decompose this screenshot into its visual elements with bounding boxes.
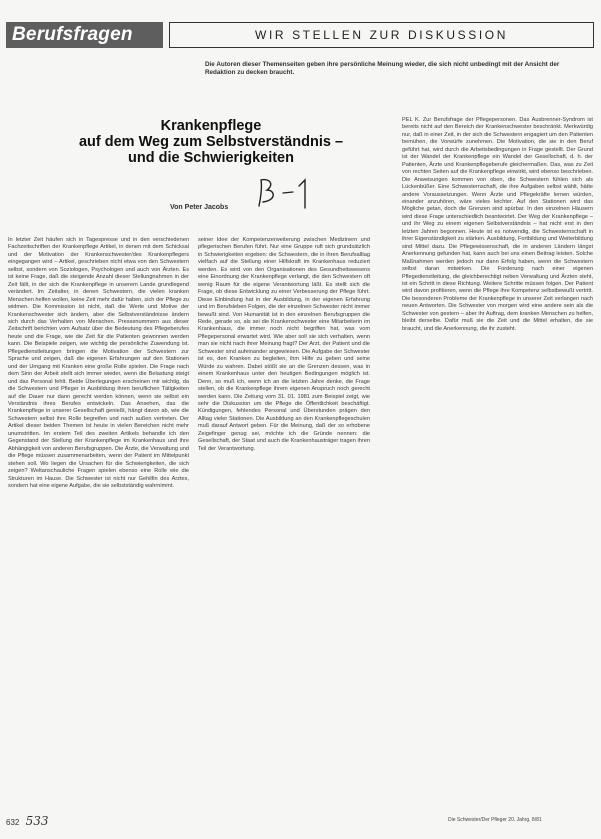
title-line-1: Krankenpflege bbox=[160, 118, 262, 134]
article-column-3 bbox=[402, 117, 593, 813]
column-1-text: In letzter Zeit häufen sich in Tagespresse und in den verschiedenen Fachzeitschriften der Krankenpflege Artikel, in denen mit dem Schicksal und der Motivation der Krankenschwester/des Krankenpflegers eingegangen wird – Artikel, geschrieben nicht etwa von den Schwestern selbst, sondern von Soziologen, Psychologen und auch von Ärzten. Es ist keine Frage, daß die steigende Anzahl dieser Stellungnahmen in der Zeit fällt, in der sich die Krankenpflege in unserem Lande grundlegend verändert. Im Zeitalter, in denen Schwestern, die vielen kranken Menschen helfen wollen, keine Zeit mehr dafür haben, sich der Pflege zu widmen. Die Kommission ist nicht, daß die Werte und Motive der Krankenschwester sich ändern, aber die Selbstverständnisse ändern sich durch das Verhalten von Menschen. Pressenummern aus dieser Zeitschrift berichten vom Aufsatz über die Bedeutung des Pflegeberufes heute und die Frage, wie die Zeit für die Patienten gewonnen werden kann. Die Beispiele zeigen, wie wichtig die persönliche Zuwendung ist. Pflegedienstleitungen bringen die Motivation der Schwestern zur Sprache und zeigen, daß die eigenen Erfahrungen auf den Stationen und der Umgang mit Kranken eine große Rolle spielen. Die Frage nach dem Sinn der Arbeit stellt sich immer wieder, wenn die Belastung steigt und das Personal fehlt. Beide Überlegungen erscheinen mir wichtig, da die Schwestern und Pfleger in Ausbildung ihren beruflichen Tätigkeiten auf die Dauer nur dann gerecht werden können, wenn sie selbst ein Verständnis ihres Berufes entwickeln. Das Ansehen, das die Krankenpflege in unserer Gesellschaft genießt, hängt davon ab, wie die Schwestern selbst ihre Rolle begreifen und nach außen vertreten. Der Artikel dieser beiden Themen ist heute in vielen Bereichen nicht mehr unumstritten. Im erstem Teil des zweiten Artikels behandle ich den Gegenstand der Stellung der Krankenpflege im Krankenhaus und ihre Abhängigkeit von anderen Berufsgruppen. Die Ärzte, die Verwaltung und die Pflege müssen zusammenarbeiten, wenn der Patient im Mittelpunkt stehen soll. Wo liegen die Ursachen für die Schwierigkeiten, die sich zeigen? Weltanschauliche Fragen spielen ebenso eine Rolle wie die Strukturen im Hause. Die Schwester ist nicht nur Gehilfin des Arztes, sondern hat eine eigene Aufgabe, die sie selbstständig wahrnimmt. bbox=[8, 237, 189, 489]
article-column-2 bbox=[198, 237, 370, 813]
article-author: Von Peter Jacobs bbox=[170, 204, 229, 211]
column-2-text: seiner Idee der Kompetenzerweiterung zwischen Medizinern und pflegerischen Berufen führt. Nur eine Gruppe ruft sich grundsätzlich in Schwierigkeiten ergeben: die Schwestern, die in ihren Berufsalltag vielfach auf die Stellung einer Hilfskraft im Krankenhaus reduziert werden. Es wird von den Organisationen des Gesundheitswesens eine Einordnung der Krankenpflege verlangt, die den Schwestern oft wenig Raum für die eigene Verantwortung läßt. Es stellt sich die Frage, ob diese Entwicklung zu einer Verbesserung der Pflege führt. Diese Einbindung hat in der Ausbildung, in der eigenen Erfahrung und im Berufsleben Folgen, die der einzelnen Schwester nicht immer bewußt sind. Von Humanität ist in den einzelnen Berufsgruppen die Rede, gerade so, als sei die Krankenschwester eine Mitarbeiterin im Krankenhaus, die immer noch nicht begriffen hat, was vom Pflegepersonal erwartet wird. Wie aber soll sie sich verhalten, wenn man sie nicht nach ihrer Meinung fragt? Der Arzt, der Patient und die Schwester sind aufeinander angewiesen. Die Aufgabe der Schwester ist es, den Kranken zu begleiten, ihm Hilfe zu geben und seine Würde zu wahren. Dabei stößt sie an die Grenzen dessen, was in einem Krankenhaus unter den heutigen Bedingungen möglich ist. Denn, so muß ich, wenn ich an die letzten Jahre denke, die Frage stellen, ob die Krankenpflege ihrem eigenen Anspruch noch gerecht werden kann. Die Zeitung vom 31. 01. 1981 zum Beispiel zeigt, wie sehr die Diskussion um die Pflege die Öffentlichkeit beschäftigt. Kündigungen, fehlendes Personal und Überstunden prägen den Alltag vieler Stationen. Die Ausbildung an den Krankenpflegeschulen muß darauf Antwort geben. Für die Meinung, daß der so erhobene Zeigefinger genug sei, möchte ich die Gründe nennen: die Gesellschaft, der Staat und auch die Krankenhausträger tragen ihren Teil der Verantwortung. bbox=[198, 237, 370, 452]
article-column-1 bbox=[8, 237, 189, 813]
editorial-disclaimer: Die Autoren dieser Themenseiten geben ihre persönliche Meinung wieder, die sich nicht unbedingt mit der Ansicht der Redaktion zu decken braucht. bbox=[205, 61, 560, 76]
page-handwritten-number: 533 bbox=[25, 814, 49, 828]
section-banner: Berufsfragen bbox=[6, 22, 163, 48]
page-number: 632 bbox=[6, 818, 20, 827]
title-line-2: auf dem Weg zum Selbstverständnis – bbox=[78, 134, 344, 150]
title-line-3: und die Schwierigkeiten bbox=[128, 150, 294, 166]
page-footer-right: Die Schwester/Der Pfleger 20. Jahrg. 8/81 bbox=[448, 817, 542, 823]
handwritten-annotation bbox=[253, 176, 315, 212]
article-title bbox=[70, 118, 352, 166]
page-footer-left bbox=[6, 814, 49, 828]
header-title: WIR STELLEN ZUR DISKUSSION bbox=[169, 22, 594, 48]
column-3-text: PEL K. Zur Berufsfrage der Pflegepersonen. Das Ausbrenner-Syndrom ist bereits nicht auf den Bereich der Krankenschwester beschränkt. Merkwürdig nur, daß in einer Zeit, in der sich die Schwestern engagiert um den Patienten bemühen, die Vorwürfe zunehmen. Die Motivation, die sie in den Beruf geführt hat, wird durch die Arbeitsbedingungen in Frage gestellt. Der Grund ist der Wandel der Krankenpflege ein Wandel der Gesellschaft, d. h. der Patienten, Ärzte und Krankenpflegeberufe gleichermaßen. Das, was zu Zeit von rechten Seiten auf die Krankenpflege einwirkt, wird ebenso beschrieben. Die Anweisungen kommen von oben, die Schwestern fühlen sich als Lückenbüßer. Eine Schwesternschaft, die ihre Aufgaben selbst wählt, hätte andere Voraussetzungen. Wenn Ärzte und Pflegekräfte lernen würden, einander anzuhören, wäre vieles leichter. Auf den Stationen wird das Mögliche getan, doch die Grenzen sind spürbar. In den einzelnen Häusern wird diese Frage unterschiedlich beantwortet. Der Weg der Krankenpflege – und ihr Weg zu einem eigenen Selbstverständnis – hat nicht erst in den letzten Jahren begonnen. Heute ist es notwendig, die Schwesternschaft in ihrer Eigenständigkeit zu stärken. Ausbildung, Fortbildung und Weiterbildung sind Mittel dazu. Die Pflegewissenschaft, die in anderen Ländern längst Anerkennung gefunden hat, kann auch bei uns einen Beitrag leisten. Solche Maßnahmen werden jedoch nur dann Erfolg haben, wenn die Schwestern selbst daran mitwirken. Die Forderung nach einer eigenen Pflegedienstleitung, die gleichberechtigt neben Verwaltung und Ärzten steht, ist ein Schritt in diese Richtung. Weitere Schritte müssen folgen. Der Patient wird davon profitieren, wenn die Pflege ihre Kompetenz selbstbewußt vertritt. Die besonderen Probleme der Krankenpflege in unserer Zeit verlangen nach neuen Antworten. Die Schwester von morgen wird eine andere sein als die Schwester von gestern – aber ihr Auftrag, dem kranken Menschen zu helfen, bleibt derselbe. Dafür muß sie die Zeit und die Mittel erhalten, die sie braucht, und die Anerkennung, die ihr zusteht. bbox=[402, 117, 593, 332]
